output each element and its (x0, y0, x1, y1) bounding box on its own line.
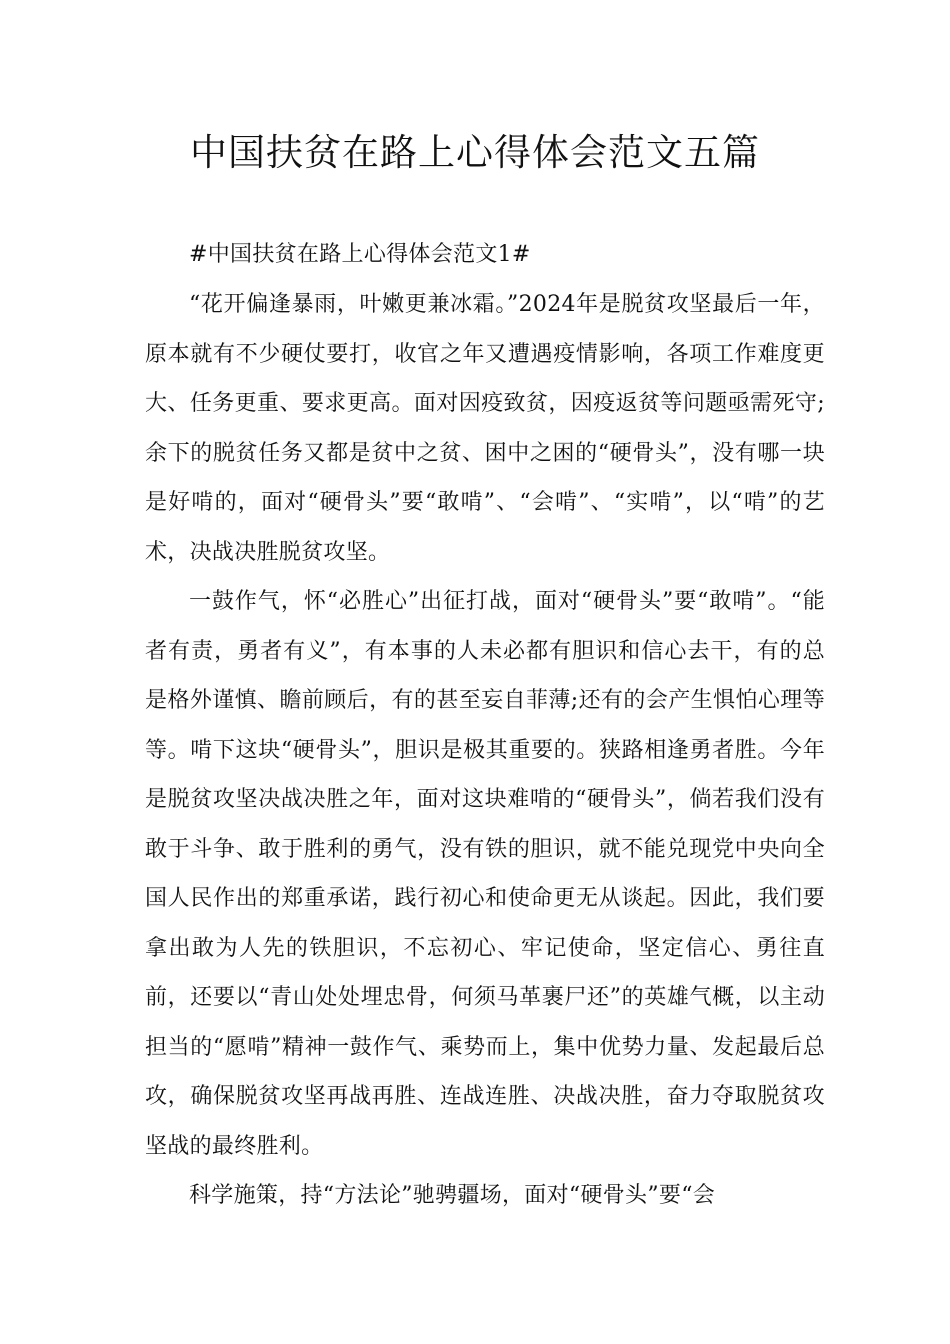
paragraph-2: 一鼓作气，怀“必胜心”出征打战，面对“硬骨头”要“敢啃”。“能者有责，勇者有义”，有本事的人未必都有胆识和信心去干，有的总是格外谨慎、瞻前顾后，有的甚至妄自菲薄;还有的会产生惧怕心理等等。啃下这块“硬骨头”，胆识是极其重要的。狭路相逢勇者胜。今年是脱贫攻坚决战决胜之年，面对这块难啃的“硬骨头”，倘若我们没有敢于斗争、敢于胜利的勇气，没有铁的胆识，就不能兑现党中央向全国人民作出的郑重承诺，践行初心和使命更无从谈起。因此，我们要拿出敢为人先的铁胆识，不忘初心、牢记使命，坚定信心、勇往直前，还要以“青山处处埋忠骨，何须马革裹尸还”的英雄气概，以主动担当的“愿啃”精神一鼓作气、乘势而上，集中优势力量、发起最后总攻，确保脱贫攻坚再战再胜、连战连胜、决战决胜，奋力夺取脱贫攻坚战的最终胜利。 (145, 589, 825, 1159)
paragraph-1: “花开偏逢暴雨，叶嫩更兼冰霜。”2024年是脱贫攻坚最后一年，原本就有不少硬仗要打，收官之年又遭遇疫情影响，各项工作难度更大、任务更重、要求更高。面对因疫致贫，因疫返贫等问题亟需死守;余下的脱贫任务又都是贫中之贫、困中之困的“硬骨头”，没有哪一块是好啃的，面对“硬骨头”要“敢啃”、“会啃”、“实啃”，以“啃”的艺术，决战决胜脱贫攻坚。 (145, 292, 825, 565)
paragraph-3: 科学施策，持“方法论”驰骋疆场，面对“硬骨头”要“会 (189, 1183, 716, 1208)
document-title: 中国扶贫在路上心得体会范文五篇 (190, 131, 760, 174)
document-body (145, 230, 825, 1221)
section-heading: #中国扶贫在路上心得体会范文1# (189, 242, 531, 267)
